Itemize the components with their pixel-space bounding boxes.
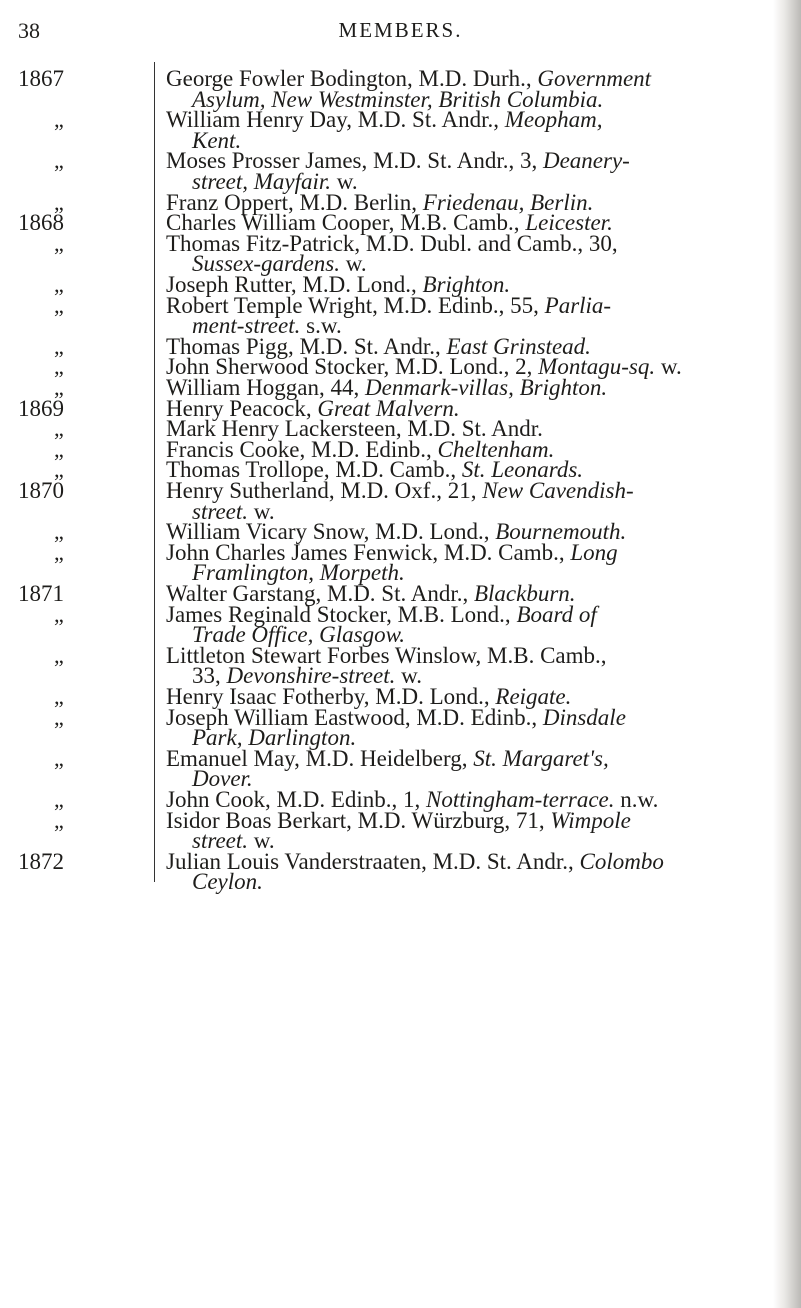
name-degree-text: w. — [395, 663, 422, 688]
address-text: Park, Darlington. — [192, 725, 357, 750]
address-text: Asylum, New Westminster, British Columbia. — [192, 87, 604, 112]
ditto-mark: „ — [54, 540, 64, 565]
name-degree-text: John Cook, M.D. Edinb., 1, — [166, 787, 427, 812]
address-text: street, Mayfair. — [192, 169, 332, 194]
name-degree-text: Emanuel May, M.D. Heidelberg, — [166, 746, 474, 771]
address-text: Colombo — [579, 849, 664, 874]
address-text: Trade Office, Glasgow. — [192, 622, 405, 647]
ditto-mark: „ — [54, 272, 64, 297]
name-degree-text: w. — [655, 354, 682, 379]
name-degree-text: w. — [331, 169, 358, 194]
name-degree-text: Littleton Stewart Forbes Winslow, M.B. Camb., — [166, 643, 607, 668]
name-degree-text: John Charles James Fenwick, M.D. Camb., — [166, 540, 571, 565]
address-text: Sussex-gardens. — [192, 251, 340, 276]
name-degree-text: Thomas Pigg, M.D. St. Andr., — [166, 334, 447, 359]
election-year: 1867 — [18, 66, 64, 91]
ditto-mark: „ — [54, 148, 64, 173]
address-text: Long — [570, 540, 618, 565]
address-text: New Cavendish- — [482, 478, 634, 503]
entry-continuation-line — [0, 869, 801, 895]
name-degree-text: William Vicary Snow, M.D. Lond., — [166, 519, 496, 544]
name-degree-text: Henry Isaac Fotherby, M.D. Lond., — [166, 684, 496, 709]
ditto-mark: „ — [54, 808, 64, 833]
address-text: Wimpole — [550, 808, 631, 833]
election-year: 1869 — [18, 396, 64, 421]
ditto-mark: „ — [54, 643, 64, 668]
ditto-mark: „ — [54, 107, 64, 132]
ditto-mark: „ — [54, 190, 64, 215]
name-degree-text: n.w. — [614, 787, 659, 812]
address-text: Leicester. — [525, 210, 613, 235]
ditto-mark: „ — [54, 293, 64, 318]
address-text: St. Margaret's, — [473, 746, 609, 771]
address-text: Nottingham-terrace. — [426, 787, 615, 812]
address-text: St. Leonards. — [461, 457, 584, 482]
name-degree-text: Walter Garstang, M.D. St. Andr., — [166, 581, 474, 606]
address-text: street. — [192, 828, 248, 853]
name-degree-text: Thomas Trollope, M.D. Camb., — [166, 457, 462, 482]
name-degree-text: John Sherwood Stocker, M.D. Lond., 2, — [166, 354, 539, 379]
name-degree-text: s.w. — [300, 313, 342, 338]
ditto-mark: „ — [54, 746, 64, 771]
page-number: 38 — [18, 18, 40, 43]
address-text: street. — [192, 499, 248, 524]
address-text: Dinsdale — [542, 705, 626, 730]
election-year: 1868 — [18, 210, 64, 235]
ditto-mark: „ — [54, 231, 64, 256]
ditto-mark: „ — [54, 787, 64, 812]
address-text: Ceylon. — [192, 869, 263, 894]
name-degree-text: Henry Sutherland, M.D. Oxf., 21, — [166, 478, 483, 503]
address-text: Framlington, Morpeth. — [192, 560, 405, 585]
name-degree-text: 33, — [192, 663, 227, 688]
name-degree-text: Charles William Cooper, M.B. Camb., — [166, 210, 526, 235]
address-text: Blackburn. — [473, 581, 576, 606]
address-text: Dover. — [192, 766, 253, 791]
page-edge-shadow — [773, 0, 801, 1308]
ditto-mark: „ — [54, 437, 64, 462]
address-text: Board of — [516, 602, 597, 627]
name-degree-text: George Fowler Bodington, M.D. Durh., — [166, 66, 538, 91]
election-year: 1872 — [18, 849, 64, 874]
election-year: 1870 — [18, 478, 64, 503]
address-text: Devonshire-street. — [226, 663, 396, 688]
name-degree-text: Mark Henry Lackersteen, M.D. St. Andr. — [166, 416, 543, 441]
address-text: Bournemouth. — [495, 519, 627, 544]
ditto-mark: „ — [54, 457, 64, 482]
address-text: Great Malvern. — [317, 396, 460, 421]
name-degree-text: w. — [248, 828, 275, 853]
address-text: Denmark-villas, Brighton. — [365, 375, 608, 400]
name-degree-text: w. — [248, 499, 275, 524]
running-head: MEMBERS. — [338, 18, 463, 42]
address-text: Parlia- — [544, 293, 612, 318]
address-text: Government — [537, 66, 652, 91]
name-degree-text: Joseph William Eastwood, M.D. Edinb., — [166, 705, 543, 730]
address-text: Deanery- — [542, 148, 630, 173]
address-text: Montagu-sq. — [538, 354, 656, 379]
address-text: Cheltenham. — [437, 437, 555, 462]
address-text: ment-street. — [192, 313, 301, 338]
name-degree-text: Franz Oppert, M.D. Berlin, — [166, 190, 423, 215]
name-degree-text: Henry Peacock, — [166, 396, 318, 421]
name-degree-text: Robert Temple Wright, M.D. Edinb., 55, — [166, 293, 545, 318]
name-degree-text: Julian Louis Vanderstraaten, M.D. St. Andr., — [166, 849, 580, 874]
name-degree-text: William Henry Day, M.D. St. Andr., — [166, 107, 505, 132]
ditto-mark: „ — [54, 519, 64, 544]
ditto-mark: „ — [54, 354, 64, 379]
name-degree-text: Joseph Rutter, M.D. Lond., — [166, 272, 423, 297]
member-entry-text — [192, 869, 776, 895]
name-degree-text: James Reginald Stocker, M.B. Lond., — [166, 602, 517, 627]
ditto-mark: „ — [54, 416, 64, 441]
address-text: Kent. — [192, 128, 242, 153]
name-degree-text: Moses Prosser James, M.D. St. Andr., 3, — [166, 148, 543, 173]
name-degree-text: Isidor Boas Berkart, M.D. Würzburg, 71, — [166, 808, 551, 833]
election-year: 1871 — [18, 581, 64, 606]
address-text: Brighton. — [422, 272, 511, 297]
address-text: East Grinstead. — [446, 334, 591, 359]
ditto-mark: „ — [54, 602, 64, 627]
name-degree-text: w. — [339, 251, 367, 276]
address-text: Friedenau, Berlin. — [422, 190, 594, 215]
ditto-mark: „ — [54, 684, 64, 709]
ditto-mark: „ — [54, 705, 64, 730]
name-degree-text: William Hoggan, 44, — [166, 375, 366, 400]
ditto-mark: „ — [54, 334, 64, 359]
name-degree-text: Thomas Fitz-Patrick, M.D. Dubl. and Camb., 30, — [166, 231, 618, 256]
ditto-mark: „ — [54, 375, 64, 400]
name-degree-text: Francis Cooke, M.D. Edinb., — [166, 437, 438, 462]
address-text: Reigate. — [495, 684, 572, 709]
address-text: Meopham, — [504, 107, 603, 132]
